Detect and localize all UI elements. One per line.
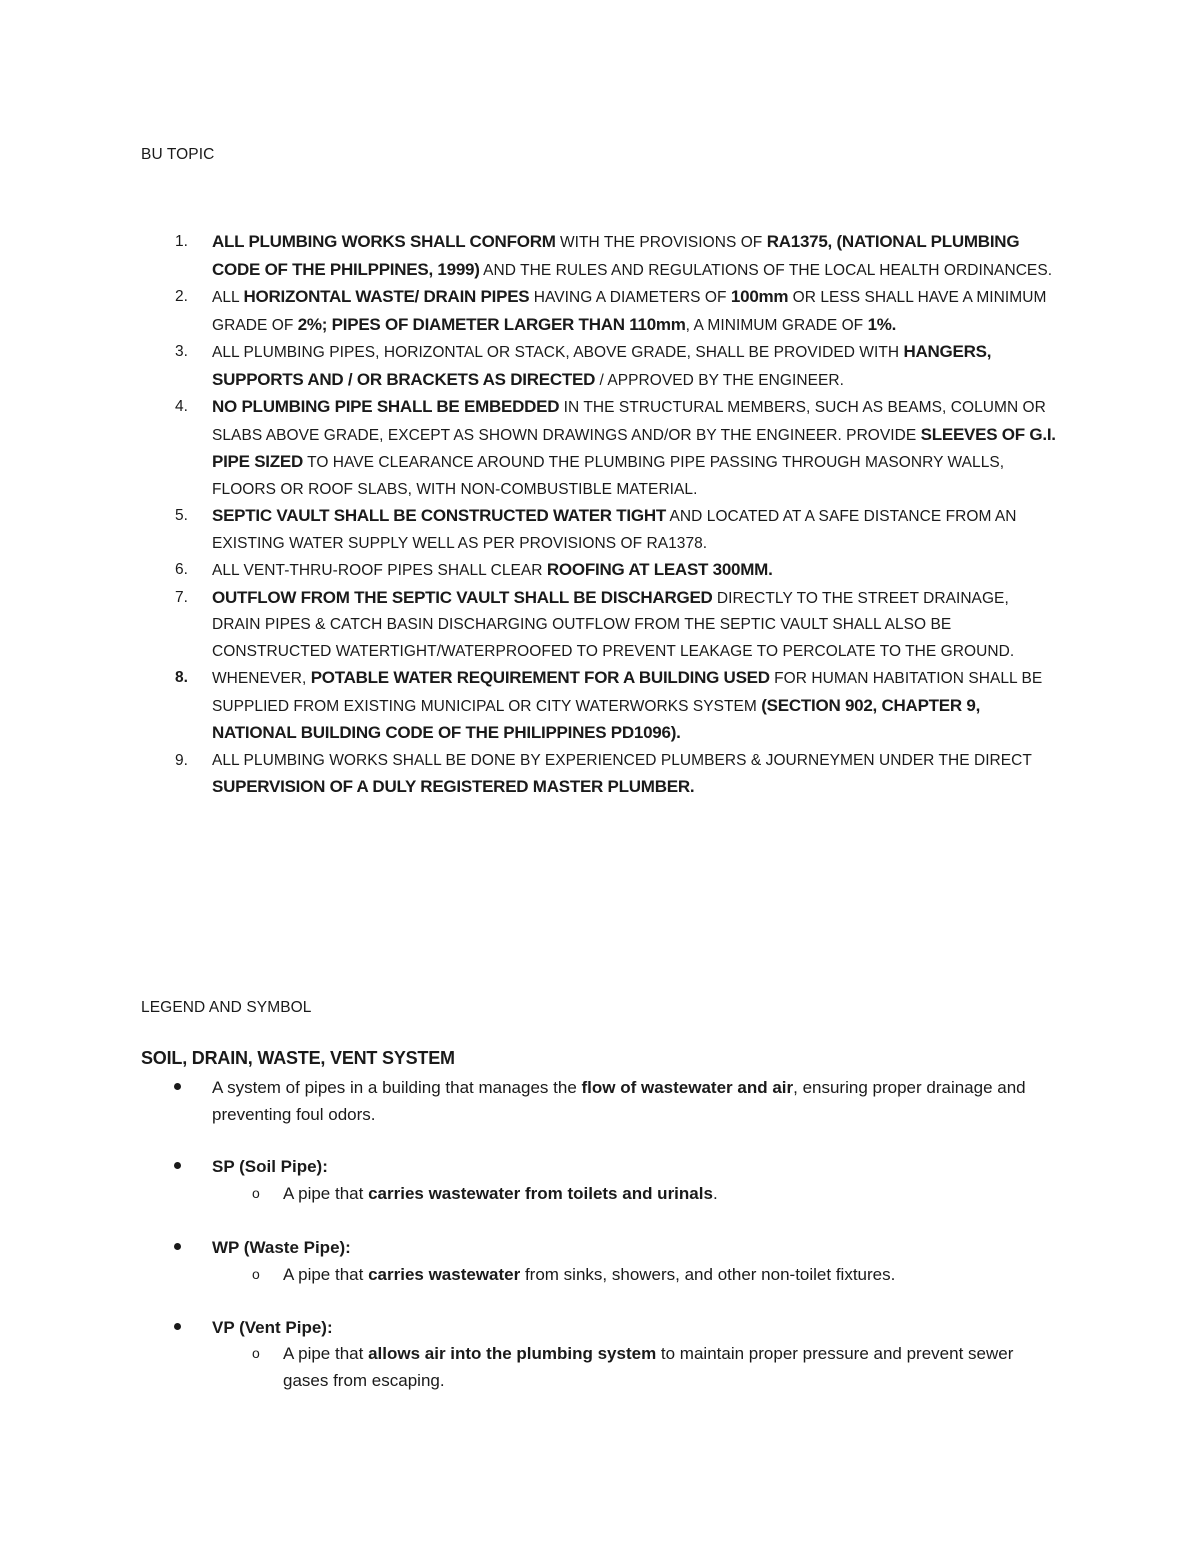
intro-pre: A system of pipes in a building that manages the (212, 1078, 582, 1097)
rule-item (160, 665, 1060, 748)
rule-text-bold: SUPERVISION OF A DULY REGISTERED MASTER PLUMBER. (212, 777, 695, 796)
rule-text-bold: OUTFLOW FROM THE SEPTIC VAULT SHALL BE DISCHARGED (212, 587, 713, 607)
pipe-desc-post: from sinks, showers, and other non-toilet fixtures. (520, 1265, 896, 1284)
rule-text: AND LOCATED AT A SAFE DISTANCE FROM AN EXISTING WATER SUPPLY WELL AS PER PROVISIONS OF RA1378. (212, 508, 1017, 552)
rule-text: WHENEVER, (212, 670, 311, 687)
rule-text: AND THE RULES AND REGULATIONS OF THE LOCAL HEALTH ORDINANCES. (479, 261, 1053, 279)
pipe-desc-bold: allows air into the plumbing system (368, 1344, 657, 1363)
bullet-dot-icon (174, 1323, 181, 1330)
circle-bullet-icon: o (252, 1185, 260, 1201)
rule-text: ALL VENT-THRU-ROOF PIPES SHALL CLEAR (212, 562, 547, 579)
legend-heading: LEGEND AND SYMBOL (141, 999, 312, 1016)
rule-text: HAVING A DIAMETERS OF (529, 289, 731, 306)
rule-text-bold: RA1375, (NATIONAL PLUMBING CODE OF THE PHILPPINES, 1999) (212, 232, 1020, 279)
rule-text: OR LESS SHALL HAVE A MINIMUM GRADE OF (212, 289, 1047, 334)
bullet-dot-icon (174, 1243, 181, 1250)
rule-text-bold: POTABLE WATER REQUIREMENT FOR A BUILDING USED (310, 668, 770, 687)
rule-item (160, 394, 1060, 503)
rule-text: DIRECTLY TO THE STREET DRAINAGE, DRAIN PIPES & CATCH BASIN DISCHARGING OUTFLOW FROM THE SEPTIC VAULT SHALL ALSO BE CONSTRUCTED WATERTIGHT/WATERPROOFED TO PREVENT LEAKAGE TO PERCOLATE TO THE GROUND. (212, 589, 1015, 660)
rule-number: 1. (175, 233, 189, 250)
pipe-desc-sp (283, 1180, 1043, 1207)
rule-number: 9. (175, 751, 189, 769)
pipe-title-wp: WP (Waste Pipe): (212, 1238, 351, 1257)
rule-text-bold: SEPTIC VAULT SHALL BE CONSTRUCTED WATER TIGHT (212, 506, 667, 525)
pipe-desc-pre: A pipe that (283, 1184, 369, 1203)
rule-text: FOR HUMAN HABITATION SHALL BE SUPPLIED FROM EXISTING MUNICIPAL OR CITY WATERWORKS SYSTEM (212, 670, 1043, 715)
rule-text-bold: SLEEVES OF G.I. PIPE SIZED (212, 424, 1056, 471)
rule-item (160, 284, 1060, 339)
rule-text: WITH THE PROVISIONS OF (555, 234, 767, 251)
rule-text-bold: ROOFING AT LEAST 300MM. (546, 560, 773, 579)
rule-text: ALL PLUMBING WORKS SHALL BE DONE BY EXPERIENCED PLUMBERS & JOURNEYMEN UNDER THE DIRECT (212, 751, 1032, 769)
pipe-desc-bold: carries wastewater from toilets and urinals (368, 1184, 713, 1203)
rule-text: ALL (212, 289, 244, 306)
rule-text: , A MINIMUM GRADE OF (685, 316, 868, 334)
rule-text: ALL PLUMBING PIPES, HORIZONTAL OR STACK, ABOVE GRADE, SHALL BE PROVIDED WITH (212, 344, 904, 361)
pipe-desc-bold: carries wastewater (368, 1265, 521, 1284)
rule-number: 3. (175, 343, 189, 360)
pipe-desc-vp (283, 1340, 1043, 1394)
intro-post: , ensuring proper drainage and preventing foul odors. (212, 1078, 1026, 1124)
intro-text (212, 1074, 1072, 1128)
rule-item (160, 339, 1060, 394)
rule-number: 7. (175, 588, 189, 606)
rule-number: 4. (175, 398, 189, 415)
circle-bullet-icon: o (252, 1266, 260, 1282)
rule-text-bold: HORIZONTAL WASTE/ DRAIN PIPES (243, 287, 530, 306)
rule-number: 6. (175, 561, 189, 578)
rule-item (160, 585, 1060, 666)
pipe-desc-pre: A pipe that (283, 1344, 369, 1363)
rule-item (160, 748, 1060, 802)
pipe-title-vp: VP (Vent Pipe): (212, 1318, 333, 1337)
page-heading: BU TOPIC (141, 146, 215, 163)
rule-text-bold: 2%; PIPES OF DIAMETER LARGER THAN 110mm (297, 314, 686, 334)
rule-text-bold: HANGERS, SUPPORTS AND / OR BRACKETS AS DIRECTED (212, 342, 992, 389)
rule-number: 5. (175, 507, 189, 524)
circle-bullet-icon: o (252, 1345, 260, 1361)
pipe-title-sp: SP (Soil Pipe): (212, 1157, 328, 1176)
rule-item (160, 557, 1060, 585)
rule-text: TO HAVE CLEARANCE AROUND THE PLUMBING PIPE PASSING THROUGH MASONRY WALLS, FLOORS OR ROOF SLABS, WITH NON-COMBUSTIBLE MATERIAL. (212, 454, 1005, 498)
rule-text-bold: 100mm (730, 287, 789, 306)
bullet-dot-icon (174, 1162, 181, 1169)
intro-bold: flow of wastewater and air (581, 1078, 794, 1097)
bullet-dot-icon (174, 1083, 181, 1090)
rule-text: / APPROVED BY THE ENGINEER. (595, 371, 845, 389)
rule-text-bold: ALL PLUMBING WORKS SHALL CONFORM (212, 232, 556, 251)
rules-list (160, 229, 1060, 802)
rule-item (160, 229, 1060, 284)
rule-item (160, 503, 1060, 557)
rule-text-bold: 1%. (867, 314, 897, 334)
pipe-desc-post: . (712, 1184, 718, 1203)
rule-text-bold: NO PLUMBING PIPE SHALL BE EMBEDDED (212, 397, 560, 416)
pipe-desc-pre: A pipe that (283, 1265, 369, 1284)
rule-number: 2. (175, 288, 189, 305)
rule-text-bold: (SECTION 902, CHAPTER 9, NATIONAL BUILDING CODE OF THE PHILIPPINES PD1096). (212, 695, 981, 742)
section-title: SOIL, DRAIN, WASTE, VENT SYSTEM (141, 1048, 455, 1068)
pipe-desc-wp (283, 1261, 1043, 1288)
rule-number: 8. (175, 669, 189, 686)
rule-text: IN THE STRUCTURAL MEMBERS, SUCH AS BEAMS, COLUMN OR SLABS ABOVE GRADE, EXCEPT AS SHOWN DRAWINGS AND/OR BY THE ENGINEER. PROVIDE (212, 399, 1046, 444)
pipe-desc-post: to maintain proper pressure and prevent sewer gases from escaping. (283, 1344, 1014, 1390)
